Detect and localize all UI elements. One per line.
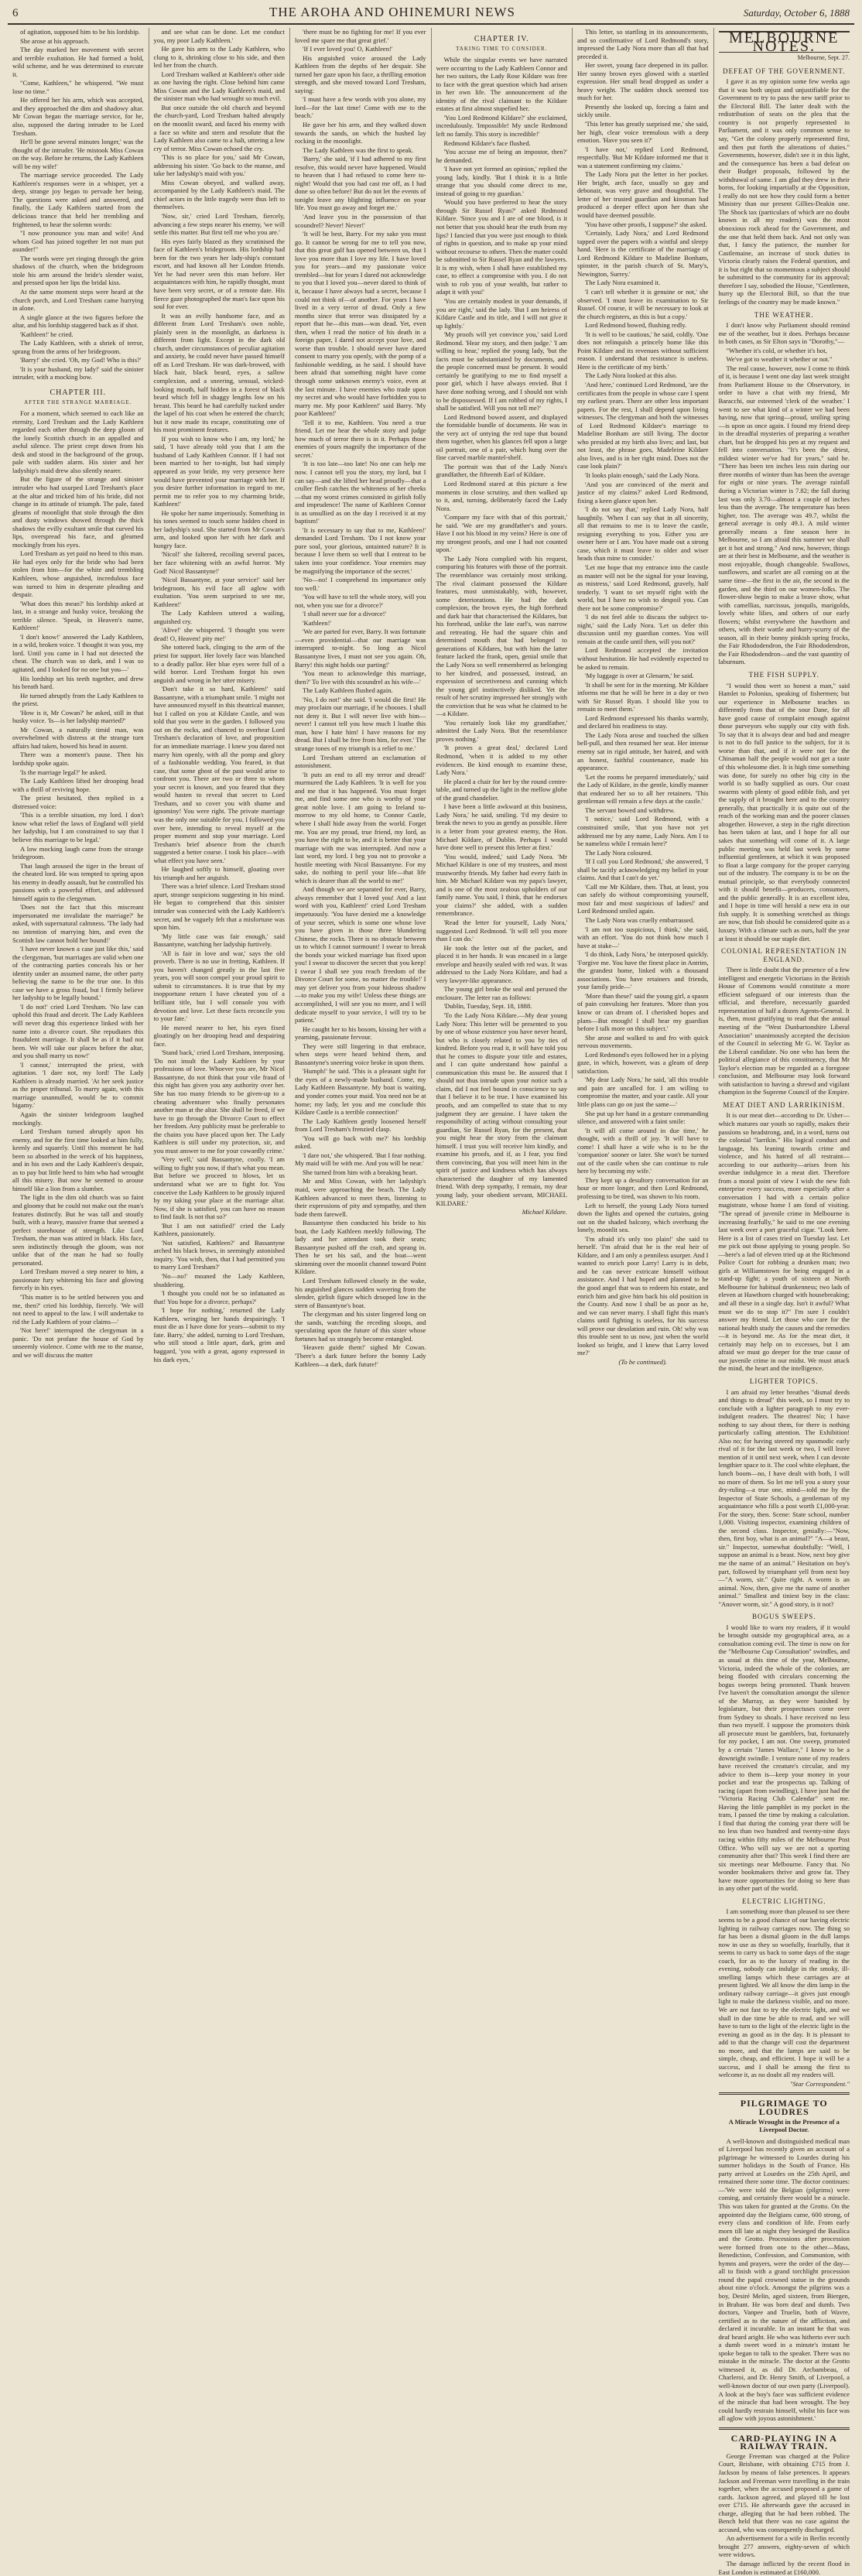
paragraph: The Lady Kathleen was the first to speak. bbox=[303, 145, 414, 154]
paragraph: 'Alive!' she whispered. 'I thought you were dead! O, Heaven! pity me!' bbox=[153, 626, 285, 642]
paragraph: 'All is fair in love and war,' says the old proverb. There is no use in fretting, Kathleen. If you haven't changed greatly in the last five years, you will soon compel your proud spirit to submit to circumstances. It is true that by my inopportune return I have cheated you of a brilliant title, but I will console you with devotion and love. Let these facts reconcile you to your fate.' bbox=[153, 949, 285, 1023]
paragraph: 'My luggage is over at Glenarm,' he said. bbox=[585, 672, 694, 680]
paragraph: Lord Tresham moved a step nearer to him, a passionate fury whitening his face and glowing fiercely in his eyes. bbox=[12, 1267, 144, 1292]
paragraph: 'Not satisfied, Kathleen?' and Bassantyne arched his black brows, in seemingly astonished inquiry. 'You wish, then, that I had permitted you to marry Lord Tresham?' bbox=[153, 1238, 285, 1271]
column-4 bbox=[432, 28, 573, 1216]
paragraph: 'Nicol Bassantyne, at your service!' said her bridegroom, his evil face all aglow with exultation. 'You seem surprised to see me, Kathleen!' bbox=[153, 576, 285, 608]
section-heading: MEAT DIET AND LARRIKINISM. bbox=[723, 1100, 846, 1109]
paragraph: 'Dublin, Tuesday, Sept. 18, 1888. bbox=[443, 1002, 532, 1011]
paragraph: 'I dare not,' she whispered. 'But I fear nothing. My maid will be with me. And you will be near.' bbox=[295, 1151, 426, 1168]
paragraph: 'This is no place for you,' said Mr Cowan, addressing his sister. 'Go back to the manse, and take her ladyship's maid with you.' bbox=[153, 153, 285, 178]
paragraph: 'I have not,' replied Lord Redmond, respectfully. 'But Mr Kildare informed me that it was a statement confirming my claims.' bbox=[577, 145, 709, 169]
paragraph: 'Nicol!' she faltered, recoiling several paces, her face whitening with an awful horror. 'My God! Nicol Bassantyne!' bbox=[153, 550, 285, 575]
paragraph: A single glance at the two figures before the altar, and his lordship staggered back as if shot. bbox=[12, 313, 144, 330]
paragraph: The Lady Nora complied with his request, comparing his features with those of the portrait. The resemblance was certainly most striking. The rival claimant possessed the Kildare features, most unmistakably, with, however, some deteriorations. He had the dark complexion, the brown eyes, the high forehead and dark hair that characterised the Kildares, but his forehead, unlike the late earl's, was narrow and retreating. He had the square chin and determined mouth that had belonged to generations of Kildares, but with him the latter feature lacked the frank, open, genial smile that the Lady Nora so well remembered as belonging to her kindred, and possessed, instead, an expression of secretiveness and cunning which the young girl instinctively disliked. Yet the result of her scrutiny impressed her strongly with the conviction that he was what he claimed to be—a Kildare. bbox=[436, 554, 567, 718]
paragraph: 'I'm afraid it's only too plain!' she said to herself. 'I'm afraid that he is the real heir of Kildare, and I am only a penniless usurper. And I wanted to enrich poor Larry! Larry is in debt, and he can never extricate himself without assistance. And I had hoped and planned to be the good angel that was to redeem his estate, and enrich him and give him back his old position in the County. And now I shall be as poor as he, and we can never marry. I shall fight this man's claims until fighting is useless, for his success will prove our desolation and ruin. Oh! why was this trouble sent to us now, just when the world looked so bright, and I knew that Larry loved me?' bbox=[577, 1234, 709, 1357]
chapter-heading: CHAPTER IV. bbox=[474, 35, 529, 43]
paragraph: His anguished voice aroused the Lady Kathleen from the depths of her despair. She turned her gaze upon his face, a thrilling emotion strength, and she moved toward Lord Tresham, saying: bbox=[295, 53, 426, 94]
paragraph: They kept up a desultory conversation for an hour or more longer, and then Lord Redmond, professing to be tired, was shown to his room. bbox=[577, 1175, 709, 1201]
paragraph: 'I have never known a case just like this,' said the clergyman, 'but marriages are valid when one of the contracting parties conceals his or her identity under an assumed name, the other party believing the name to be the true one. In this case we have a gross fraud, but I firmly believe her ladyship to be legally bound.' bbox=[12, 945, 144, 1002]
paragraph: He gave her his arm, and they walked down towards the sands, on which the hushed lay rocking in the moonlight. bbox=[295, 121, 426, 145]
paragraph: 'I can't tell whether it is genuine or not,' she observed. 'I must leave its examination to Sir Russel. Of course, it will be necessary to look at the church registers, as this is but a copy.' bbox=[577, 287, 709, 320]
paragraph: Lord Redmond expressed his thanks warmly, and declared his readiness to stay. bbox=[577, 713, 709, 730]
paragraph: 'And you are convinced of the merit and justice of my claims?' asked Lord Redmond, fixing a keen glance upon her. bbox=[577, 480, 709, 505]
paragraph: He'll be gone several minutes longer,' was the thought of the intruder. 'He mistook Miss Cowan on the way. Before he returns, the Lady Kathleen will be my wife!' bbox=[12, 138, 144, 170]
paragraph: 'Does not the fact that this miscreant impersonated me invalidate the marriage?' he asked, with supernatural calmness. 'The lady had no intention of marrying him, and even the Scottish law cannot hold her bound!' bbox=[12, 903, 144, 944]
paragraph: 'Call me Mr Kildare, then. That, at least, you can safely do without compromising yourself, most fair and most suspicious of ladies!' and Lord Redmond smiled again. bbox=[577, 882, 709, 915]
paragraph: The priest hesitated, then replied in a distressed voice: bbox=[12, 794, 144, 810]
paragraph: The Lady Nora looked at this also. bbox=[585, 371, 678, 380]
paragraph: Lord Tresham walked at Kathleen's other side as one having the right. Close behind him came Miss Cowan and the Lady Kathleen's maid, and the sinister man who had wrought so much evil. bbox=[153, 70, 285, 103]
paragraph: 'I shall never sue for a divorce!' bbox=[303, 610, 387, 618]
paragraph: He laughed softly to himself, gloating over his triumph and her anguish. bbox=[153, 865, 285, 881]
paragraph: 'Kathleen!' bbox=[303, 618, 331, 627]
paragraph: The Lady Kathleen, with a shriek of terror, sprang from the arms of her bridegroom. bbox=[12, 339, 144, 355]
paragraph: 'It is well to be cautious,' he said, coldly. 'One does not relinquish a princely home like this Point Kildare and its revenues without sufficient reason. I understand that resistance is useless. Here is the certificate of my birth.' bbox=[577, 330, 709, 371]
paragraph: 'It shall be sent for in the morning. Mr Kildare informs me that he will be here in a day or two with Sir Russel Ryan. I should like you to remain to meet them.' bbox=[577, 680, 709, 713]
paragraph: The Lady Kathleen lifted her drooping head with a thrill of reviving hope. bbox=[12, 777, 144, 793]
columns bbox=[8, 28, 854, 2576]
paragraph: "I would thou wert so honest a man," said Hamlet to Polonius, speaking of fishermen; but our experience in Melbourne teaches us differently from that of the sour Dane, for all have good cause of complaint enough against those purveyors who supply our city with fish. To say that it is always dear and bad and meagre is not to do full justice to the subject, for it is worse than that, and if it were not for the Chinaman half the people would not get a taste of this wholesome diet. It is high time something was done, for surely no other big city in the world is so badly supplied as ours. Our coast swarms with plenty of good edible fish, and yet the supply of it brought here and to the country generally, that practically it is quite out of the reach of the working man and the poorer classes altogether. However, a step in the right direction has been taken at last, and I hope for all our sakes that something will come of it. A large public meeting was held last week by some influential gentlemen, at which it was proposed to float a large company for the proper carrying out of the industry. The company is to be on the mutual principle, so that everybody connected with it should benefit—producers, consumers, and the public generally. It is an excellent idea, and I hope in time will herald a new era in our fish supply. It is something wretched as things are now, that fish should be considered quite as a luxury. With a climate such as ours, half the year at least it should be our staple diet. bbox=[718, 681, 850, 942]
paragraph: 'No—no!' moaned the Lady Kathleen, shuddering. bbox=[153, 1272, 285, 1288]
paragraph: An advertisement for a wife in Berlin recently brought 277 answers, eighty-seven of which were widows. bbox=[718, 2534, 850, 2559]
paragraph: He gave his arm to the Lady Kathleen, who clung to it, shrinking close to his side, and then led her from the church. bbox=[153, 45, 285, 70]
paragraph: 'It puts an end to all my terror and dread!' murmured the Lady Kathleen. 'It is well for you and me that it has happened. You must forget me, and find some one who is worthy of your great noble love. I am going to Ireland to-morrow to my old home, to Connor Castle, where I shall hide away from the world. Forget me. You are my proud, true friend, my lord, as you have the right to be, and it is better that your marriage with me was interrupted. And now a last word, my lord. I beg you not to provoke a hostile meeting with Nicol Bassantyne. For my sake, do nothing to peril your life—that life which is dearer than all the world to me!' bbox=[295, 770, 426, 884]
paragraph: 'Stand back,' cried Lord Tresham, interposing. 'Do not insult the Lady Kathleen by your professions of love. Whoever you are, Mr Nicol Bassantyne, do not think that your vile fraud of this night has given you any authority over her. She has too many friends to be given-up to a cheating adventurer who finally personates another man at the altar. She shall be freed, if we have to go through the Divorce Court to effect her freedom. Any publicity must be preferable to the chains you have placed upon her. The Lady Kathleen is still under my protection, sir, and you must answer to me for your cowardly crime.' bbox=[153, 1049, 285, 1155]
paragraph: 'This matter is to be settled between you and me, then?' cried his lordship, fiercely. 'We will not need to appeal to the law. I will undertake to rid the Lady Kathleen of your claims—' bbox=[12, 1293, 144, 1326]
paragraph: 'And here,' continued Lord Redmond, 'are the certificates from the people in whose care I spent my earliest years. There are other less important papers. For the rest, I shall depend upon living witnesses. The clergyman and both the witnesses of Lord Redmond Kildare's marriage to Madeline Bonham are still living. The doctor who presided at my birth also lives; and last, but not least, the phrase goes, Madeleine Kildare also lives, and is in her right mind. Does not the case look plain?' bbox=[577, 380, 709, 470]
paragraph: 'If I call you Lord Redmond,' she answered, 'I shall be tacitly acknowledging my belief in your claims. And that I can't do yet.' bbox=[577, 857, 709, 882]
paragraph: He turned abruptly from the Lady Kathleen to the priest. bbox=[12, 691, 144, 708]
chapter-subtitle: TAKING TIME TO CONSIDER. bbox=[456, 45, 548, 52]
paragraph: 'I do not feel able to discuss the subject to-night,' said the Lady Nora. 'Let us defer this discussion until my guardian comes. You will remain at the castle until then, will you not?' bbox=[577, 613, 709, 645]
paragraph: Lord Redmond's eyes followed her in a plying gaze, in which, however, was a gleam of deep satisfaction. bbox=[577, 1050, 709, 1075]
paragraph: The portrait was that of the Lady Nora's grandfather, the fifteenth Earl of Kildare. bbox=[436, 462, 567, 479]
paragraph: That laugh aroused the tiger in the breast of the cheated lord. He was tempted to spring upon his enemy in deadly assault, but he controlled his passions with a powerful effort, and addressed himself again to the clergyman. bbox=[12, 861, 144, 902]
paragraph: 'No, I do not!' she said. 'I would die first! He may proclaim our marriage, if he chooses. I shall not deny it. But I will never live with him—never! I cannot tell you how much I loathe this man, how I hate him! I have reasons for my dread. But I shall be free from him, for ever.' The strange tones of my triumph is a relief to me.' bbox=[295, 695, 426, 753]
paragraph: 'Not here!' interrupted the clergyman in a panic. 'Do not profane the house of God by unseemly violence. Come with me to the manse, and we will discuss the matter bbox=[12, 1326, 144, 1359]
to-be-continued: (To be continued). bbox=[618, 1357, 667, 1366]
paragraph: 'You are certainly modest in your demands, if you are right,' said the lady. 'But I am heiress of Kildare Castle and its title, and I will not give it up lightly.' bbox=[436, 296, 567, 330]
paragraph: She arose and walked to and fro with quick nervous movements. bbox=[577, 1033, 709, 1050]
paragraph: The damage inflicted by the recent flood in East London is estimated at £160,000. bbox=[718, 2559, 850, 2576]
paragraph: and see what can be done. Let me conduct you, my poor Lady Kathleen.' bbox=[153, 28, 285, 44]
paragraph: 'I notice,' said Lord Redmond, with a constrained smile, 'that you have not yet addressed me by any name, Lady Nora. Am I to be nameless while I remain here?' bbox=[577, 815, 709, 848]
paragraph: Mr and Miss Cowan, with her ladyship's maid, were approaching the beach. The Lady Kathleen advanced to meet them, listening to their expressions of pity and sympathy, and then bade them farewell. bbox=[295, 1177, 426, 1218]
paragraph: The day marked her movement with secret and terrible exultation. He had formed a bold, wild scheme, and he was determined to execute it. bbox=[12, 46, 144, 78]
paragraph: 'Read the letter for yourself, Lady Nora,' suggested Lord Redmond. 'It will tell you more than I can do.' bbox=[436, 918, 567, 943]
paragraph: She tottered back, clinging to the arm of the priest for support. Her lovely face was blanched to a deadly pallor. Her blue eyes were full of a wild horror. Lord Tresham forgot his own anguish and wrong in her utter misery. bbox=[153, 643, 285, 684]
paragraph: "I now pronounce you man and wife! And whom God has joined together let not man put asunder!" bbox=[12, 229, 144, 254]
paragraph: I don't know why Parliament should remind me of the weather, but it does. Perhaps because in both cases, as Sir Elton says in "Dorothy,"— bbox=[718, 321, 850, 346]
paragraph: But the figure of the strange and sinister intruder who had usurped Lord Tresham's place at the altar and tricked him of his bride, did not change in its attitude of triumph. The pale, fated gleams of moonlight that stole through the dim and dusty windows showed through the thick shadows the evilly exultant smile that curved his lips, overspread his face, and gleamed mockingly from his eyes. bbox=[12, 475, 144, 549]
column-3 bbox=[290, 28, 432, 1368]
article-title: PILGRIMAGE TO LOUDRES bbox=[740, 2098, 828, 2117]
paragraph: Mr Cowan, a naturally timid man, was overwhelmed with distress at the strange turn affairs had taken, bowed his head in assent. bbox=[12, 725, 144, 750]
paragraph: 'I have not yet formed an opinion,' replied the young lady, kindly. 'But I think it is a little strange that you should come direct to me, instead of going to my guardian.' bbox=[436, 165, 567, 197]
column-2 bbox=[149, 28, 291, 1363]
paragraph: There is little doubt that the presence of a few intelligent and energetic Victorians in the British House of Commons would constitute a more efficient safeguard of our interests than the official, and therefore, necessarily guarded representation of half a dozen Agents-General. It is, then, most gratifying to read that the annual meeting of the "West Dunbartonshire Liberal Association" unanimously accepted the decision of the Council in selecting Mr G. W. Taylor as the Liberal candidate. No one who has been the political allegiance of this constituency, that Mr Taylor's election may be regarded as a foregone conclusion, and Melbourne may look forward with satisfaction to having a shrewd and vigilant champion in the Supreme Council of the Empire. bbox=[718, 966, 850, 1096]
paragraph: 'More than these!' said the young girl, a spasm of pain convulsing her features. 'More than you know or can dream of. I cherished hopes and plans—But enough! I shall hear my guardian before I talk more on this subject.' bbox=[577, 991, 709, 1033]
divider bbox=[719, 2427, 850, 2430]
paragraph: It was an evilly handsome face, and as different from Lord Tresham's own noble, plainly seen in the moonlight, as darkness is different from light. Except in the dark old church, under circumstances of peculiar agitation and anxiety, he could never have passed himself off as Lord Tresham. He was dark-browed, with black hair, black beard, eyes, a sallow complexion, and a sneering, sensual, wicked-looking mouth, half hidden in a forest of black beard which fell in shaggy lengths low on his breast. This beard he had carefully tucked under the lapel of his coat when he entered the church; but it now made its escape, constituting one of his most prominent features. bbox=[153, 311, 285, 434]
signature: "Star Correspondent." bbox=[789, 2079, 850, 2088]
paragraph: He placed a chair for her by the round centre-table, and turned up the light in the mellow globe of the grand chandelier. bbox=[436, 777, 567, 802]
paragraph: Presently she looked up, forcing a faint and sickly smile. bbox=[577, 102, 709, 119]
article-title: CARD-PLAYING IN A RAILWAY TRAIN. bbox=[730, 2432, 837, 2452]
paragraph: 'How is it, Mr Cowan?' he asked, still in that husky voice. 'Is—is her ladyship married?' bbox=[12, 708, 144, 725]
paragraph: 'I must have a few words with you alone, my lord—for the last time! Come with me to the beach.' bbox=[295, 95, 426, 120]
paragraph: I gave it as my opinion some few weeks ago that it was both unjust and unjustifiable for the Government to try to pass the new tariff prior to the Electoral Bill. The latter dealt with the redistribution of seats on the plea that the country is not properly represented in Parliament, and it was only common sense to say, "Get the colony properly represented first, and then put forth the alterations of duties." Governments, however, didn't see it in this light, and the consequence has been a bad defeat on their Budget proposals, followed by the withdrawal of same. I am glad they drew in their horns, for looking impartially at the Opposition, I really do not see how they could form a better Ministry than our present Gillies-Deakin one. The Shock tax (particulars of which are no doubt known in all my readers) was the most obnoxious rock ahead for the Government, and the one that held them back. And not only was that, I fancy the patience, the number for Castlemaine, an increase of stock duties in Victoria clearly raises the Federal question, and it is but right that so momentous a subject should be submitted to the community for its approval; therefore I say, sobodied the House, "Gentlemen, hurry up the Electoral Bill, so that the true feelings of the country may be made known." bbox=[718, 77, 850, 306]
paragraph: 'Barry,' she said, 'if I had adhered to my first resolve, this would never have happened. Would to heaven that I had refused to come here to-night! Would that you had cast me off, as I had done so often before! But do not let the events of tonight leave any blighting influence on your life. You must go away and forget me.' bbox=[295, 155, 426, 212]
paragraph: 'Compare my face with that of this portrait,' he said. 'We are my grandfather's and yours. Have I not his blood in my veins? Here is one of my strongest proofs, and one I had not counted upon.' bbox=[436, 513, 567, 554]
paragraph: I am afraid my letter breathes "dismal deeds and things to dread" this week, so I must try to conclude with a lighter paragraph to my ever-indulgent readers. The theatres! No; I have nothing to say about them, for there is nothing particularly calling attention. The Exhibition! Also no; for having steered my spasmodic early rival of it for the last week or two, I will leave mention of it until next week, when I can devote lengthier space to it. The cool white elephant, the lunch boom—no, I have dealt with both, I will no more of them. So let me tell you a story your dry-ruling—a true one, mind—told me by the Inspector of State Schools, a gentleman of my acquaintance who fills a post worth £1,000-year. For the story, then. Scene: State school, number 1,000. Visiting inspector, examining children of the second class. Inspector, genially:—"Now, then, first boy, what is an animal?" "A—a beast, sir." Inspector, somewhat doubtfully: "Well, I suppose an animal is a beast. Now, next boy give me the name of an animal." Hesitation on boy's part, followed by triumphant yell from next boy—"A worm, sir." Quite right. A worm is an animal. Now, then, give me the name of another animal." Smallest and tiniest boy in the class: "Anover worm, sir." A good story, is it not? bbox=[718, 1387, 850, 1608]
paragraph: 'This is a terrible situation, my lord. I don't know what relief the laws of England will yield her ladyship, but I am constrained to say that I believe this marriage to be legal.' bbox=[12, 811, 144, 843]
paragraph: 'My dear Lady Nora,' he said, 'all this trouble and pain are uncalled for. I am willing to compromise the matter, and your castle. All your little plans can go on just the same—' bbox=[577, 1076, 709, 1108]
paragraph: 'I don't know!' answered the Lady Kathleen, in a wild, broken voice. 'I thought it was you, my lord. Until you came in I had not detected the cheat. The church was so dark, and I was so agitated, and I looked for no one but you—' bbox=[12, 632, 144, 674]
paragraph: He offered her his arm, which was accepted, and they approached the dim and shadowy altar. Mr Cowan began the marriage service, for he, also, supposed the daring intruder to be Lord Tresham. bbox=[12, 96, 144, 137]
paragraph: It is our meat diet—according to Dr. Usher—which matures our youth so rapidly, makes their passions so headstrong, and, in a word, turns out the colonial "larrikin." His logical conduct and language, his leaning towards crime and violence, and his hatred of all restraint—according to our authority—arises from his overdue indulgence in a meat diet. Therefore from a moral point of view I wish the new fish enterprise every success, more especially after a conversation I had with a certain police magistrate, whose home I am fond of visiting. "The spread of juvenile crime in Melbourne is increasing fearfully," he said to me one evening last week over a port graceful cigar. "Look here. Here is a list of cases tried on Tuesday last. Let me pick out those applying to young people. So—here's a lad of eleven tried up at the Richmond Police Court for robbing a drunken man; two girls at Williamstown for being engaged in a stand-up fight; a youth of sixteen at North Melbourne for habitual drunkenness; two lads of eleven at Hawthorn charged with housebreaking; and all these in a single day. Isn't it awful? What must we do to stop it?" I'm sure I couldn't answer my friend. Let those who care for the national health study the causes and the remedies—it is beyond me. As for the meat diet, it certainly may help on to excesses, but I am afraid we must go deeper for the true cause of our juvenile crime in our midst. We must attack the mind, the heart and the intelligence. bbox=[718, 1111, 850, 1373]
paragraph: Lord Tresham uttered an exclamation of astonishment. bbox=[295, 753, 426, 770]
paragraph: 'Very well,' said Bassantyne, coolly. 'I am willing to fight you now, if that's what you mean. But before we proceed to blows, let us understand what we are to fight for. You conceive the Lady Kathleen to be grossly injured by my taking your place at the marriage altar. Now, if she is satisfied, you can have no reason to find fault. Is not that so?' bbox=[153, 1155, 285, 1221]
paragraph: 'It will all come around in due time,' he thought, with a thrill of joy. 'It will have to come! I shall have a wife who is to be the 'companion' sooner or later. She won't be turned out of the castle when she can continue to rule here by becoming my wife.' bbox=[577, 1126, 709, 1175]
paragraph: If you wish to know who I am, my lord,' he said, 'I have already told you that I am the husband of Lady Kathleen Connor. If I had not been married to her to-night, but had simply appeared as your bride, my very presence here would have prevented your marriage with her. If you desire further information in regard to me, permit me to refer you to my charming bride, Kathleen!' bbox=[153, 434, 285, 508]
column-1 bbox=[8, 28, 149, 1359]
paragraph: 'It is too late—too late! No one can help me now. I cannot tell you the story, my lord, but I can say—and she lifted her head proudly—that a cruller flesh catches the whiteness of her cheeks—that my worst crimes consisted in girlish folly and imprudence! The name of Kathleen Connor is as unsullied as on the day I received it at my baptism!' bbox=[295, 460, 426, 525]
paragraph: The young girl broke the seal and perused the enclosure. The letter ran as follows: bbox=[436, 985, 567, 1001]
paragraph: 'You will have to tell the whole story, will you not, when you sue for a divorce?' bbox=[295, 593, 426, 609]
paragraph: 'It proves a great deal,' declared Lord Redmond, 'when it is added to my other evidences. Be kind enough to examine these, Lady Nora.' bbox=[436, 744, 567, 777]
paragraph: There was a moment's pause. Then his lordship spoke again. bbox=[12, 751, 144, 768]
chapter-heading: CHAPTER III. bbox=[50, 388, 107, 397]
paragraph: This letter, so startling in its announcements, and so confirmative of Lord Redmond's story, impressed the Lady Nora more than all that had preceded it. bbox=[577, 28, 709, 60]
paragraph: The Lady Nora put the letter in her pocket. Her bright, arch face, usually so gay and debonair, was very grave and thoughtful. The letter of her trusted guardian and kinsman had produced a deeper effect upon her than she would have deemed possible. bbox=[577, 170, 709, 220]
paragraph: 'We are parted for ever, Barry. It was fortunate—even providential—that our marriage was interrupted to-night. So long as Nicol Bassantyne lives, I must not see you again. Oh, Barry! this night holds our parting!' bbox=[295, 628, 426, 669]
paragraph: They were still lingering in that embrace, when steps were heard behind them, and Bassantyne's sneering voice broke in upon them. bbox=[295, 1042, 426, 1066]
paragraph: 'But I am not satisfied!' cried the Lady Kathleen, passionately. bbox=[153, 1221, 285, 1238]
paragraph: 'Humph!' he said. 'This is a pleasant sight for the eyes of a newly-made husband. Come, my Lady Kathleen Bassantyne. My boat is waiting, and yonder comes your maid. You need not be at home; my lady, let you and me conclude this Kildare Castle is a terrible connection!' bbox=[295, 1067, 426, 1117]
paragraph: 'It is necessary to say that to me, Kathleen!' demanded Lord Tresham. 'Do I not know your pure soul, your glorious, untainted nature? It is because I love them so well that I entreat to be taken into your confidence. Your enemies may be magnifying the importance of the secret.' bbox=[295, 525, 426, 575]
masthead bbox=[8, 5, 854, 25]
paragraph: 'Don't take it so hard, Kathleen!' said Bassantyne, with a triumphant smile. 'I might not have announced myself in this theatrical manner, but I called on you at Kildare Castle, and was told that you were in the garden. I followed you out on the rocks, and chanced to overhear Lord Tresham's declaration of love, and proposition for an immediate marriage. I knew you dared not marry him openly, with all the pomp and glory of a fashionable wedding. You feared, in that case, that some ghost of the past would arise to confront you. There are two or three to whom your secret is known, and you feared that they would hasten to reveal that secret to Lord Tresham, and so cover you with shame and ignominy! You were right. The private marriage was the only one suitable for you. I followed you over here, intending to reveal myself at the proper moment and stop your marriage. Lord Tresham's brief absence from the church suggested a better course. I took his place—with what effect you have seen.' bbox=[153, 685, 285, 864]
paragraph: At the same moment steps were heard at the church porch, and Lord Tresham came hurrying in alone. bbox=[12, 287, 144, 313]
paragraph: 'Barry!' she cried. 'Oh, my God! Who is this?' bbox=[20, 356, 142, 364]
paragraph: The real cause, however, now I come to think of it, is because I went one day last week straight from Parliament House to the Observatory, in order to have a chat with my friend, Mr Baracchi, our esteemed 'clerk of the weather.' I went to see what kind of a winter we had been having, now that spring—proud, smiling spring—is upon us once again. I found my friend deep in the dreadful mysteries of preparing a weather chart, but he dropped his pen at my request and fell into conversation. "It's been the driest, mildest winter we've had for years," said he. "There has been ten inches less rain during our three months of winter than has been the average for eight or nine years. The average rainfall during a Victorian winter is 7.82; the fall during last was only 3.70—almost a couple of inches less than the average. The temperature has been higher, too. The average was 49.7, whilst the general average is only 49.1. A mild winter generally means a fine season here in Melbourne, so I am afraid this summer we shall get it hot and strong." And now, however, things are at their best in Melbourne, and the weather is most enjoyable, though changeable. Swallows, sunflowers, and scarlet are all coming on at the same time—the first in the air, the second in the garden, and the third on our women-folks. The flower-show begin to make a brave show, what with camellias, narcissus, jonquils, marigolds, lovely white lilies, and others of our early flowers; whilst everywhere the hawthorn and others, with their wattle and hurry-scurry of the season, all in their bonny pinkish spring frocks, the Fair Rhododendron, the Fair Rhododendron, the Fair Rhododendron—and the vast quantity of laburnum. bbox=[718, 364, 850, 666]
paragraph: The servant bowed and withdrew. bbox=[585, 806, 676, 814]
paragraph: 'You Lord Redmond Kildare?' she exclaimed, incredulously. 'Impossible! My uncle Redmond left no family. This story is incredible!' bbox=[436, 113, 567, 139]
section-heading: DEFEAT OF THE GOVERNMENT. bbox=[722, 67, 846, 75]
paragraph: Bassantyne then conducted his bride to his boat, the Lady Kathleen meekly following. The lady and her attendant took their seats; Bassantyne pushed off the craft, and sprang in. Then he set his sail, and the boat—went skimming over the moonlit channel toward Point Kildare. bbox=[295, 1219, 426, 1276]
article-title: MELBOURNE NOTES. bbox=[719, 31, 850, 53]
paragraph: The Lady Kathleen flushed again. bbox=[303, 686, 393, 695]
paragraph: 'If I ever loved you! O, Kathleen!' bbox=[303, 45, 393, 53]
paragraph: Lord Tresham followed closely in the wake, his anguished glances sudden wavering from the slender, girlish figure which drooped low in the stern of Bassantyne's boat. bbox=[295, 1277, 426, 1309]
page-number: 6 bbox=[12, 7, 19, 19]
paragraph: Left to herself, the young Lady Nora turned down the lights and opened the curtains, going out on the shaded balcony, which overhung the lonely, moonlit sea. bbox=[577, 1201, 709, 1234]
paragraph: 'Let the rooms be prepared immediately,' said the Lady of Kildare, in the gentle, kindly manner that endeared her so to all her retainers. 'This gentleman will remain a few days at the castle.' bbox=[577, 772, 709, 806]
section-heading: ELECTRIC LIGHTING. bbox=[742, 1897, 826, 1905]
paragraph: 'You would, indeed,' said Lady Nora. 'Mr Michael Kildare is one of my trustees, and most trustworthy friends. My father had every faith in him. Mr Michael Kildare was my papa's lawyer, and is one of the most zealous upholders of our family name. You said, I think, that he endorses your claims?' she added, with a sudden remembrance. bbox=[436, 852, 567, 918]
paragraph: The Lady Nora examined it. bbox=[585, 279, 661, 287]
paragraph: 'No—no! I comprehend its importance only too well.' bbox=[295, 576, 426, 592]
paragraph: The marriage service proceeded. The Lady Kathleen's responses were in a whisper, yet a deep, strange joy began to pervade her being. The questions were asked and answered, and finally, the Lady Kathleen started from the delicious trance that held her trembling and frightened, to hear the solemn words: bbox=[12, 171, 144, 228]
section-heading: THE WEATHER. bbox=[754, 310, 814, 319]
newspaper-title: THE AROHA AND OHINEMURI NEWS bbox=[269, 5, 515, 19]
section-heading: BOGUS SWEEPS. bbox=[751, 1613, 816, 1621]
paragraph: He spoke her name imperiously. Something in his tones seemed to touch some hidden chord in her ladyship's soul. She started from Mr Cowan's arm, and looked upon her with her dark and hungry face. bbox=[153, 508, 285, 549]
paragraph: But once outside the old church and beyond the church-yard, Lord Tresham halted abruptly on the moonlit sward, and faced his enemy with a face so white and stern and resolute that the Lady Kathleen also came to a halt, uttering a low cry of terror. Miss Cowan echoed the cry. bbox=[153, 103, 285, 152]
paragraph: 'What does this mean?' his lordship asked at last, in a strange and husky voice, breaking the terrible silence. 'Speak, in Heaven's name, Kathleen!' bbox=[12, 599, 144, 632]
paragraph: The light in the dim old church was so faint and gloomy that he could not make out the man's features distinctly. But he was tall and stoutly built, with a heavy, massive frame that seemed a perfect storehouse of strength. Like Lord Tresham, the man was attired in black. His face, seen indistinctly through the gloom, was not unlike that of the man he had so foully personated. bbox=[12, 1193, 144, 1267]
paragraph: 'I do think, Lady Nora,' he interposed quickly. 'Forgive me. You have the finest place in Antrim, the grandest home, linked with a thousand associations. You have retainers and friends, your family pride—' bbox=[577, 950, 709, 991]
section-heading: COLONIAL REPRESENTATION IN ENGLAND. bbox=[721, 947, 847, 963]
section-heading: LIGHTER TOPICS. bbox=[749, 1377, 819, 1385]
paragraph: His eyes fairly blazed as they scrutinised the face of Kathleen's bridegroom. His lordship had been for the two years her lady-ship's constant escort, and had known all her London friends. Yet he had never seen this man before. Her acquaintances with him, he rapidly thought, must have been very secret, or of a remote date. His fierce gaze photographed the man's face upon his soul for ever. bbox=[153, 237, 285, 311]
divider bbox=[719, 2092, 850, 2095]
paragraph: Lord Redmond stared at this picture a few moments in close scrutiny, and then walked up to it, and, turning, deliberately faced the Lady Nora. bbox=[436, 479, 567, 512]
paragraph: She turned from him with a breaking heart. bbox=[303, 1168, 418, 1176]
paragraph: His lordship set his teeth together, and drew his breath hard. bbox=[12, 674, 144, 691]
paragraph: I have been a little awkward at this business, Lady Nora,' he said, smiling. 'I'd my desire to break the news to you as gently as possible. Here is a letter from your greatest enemy, the Hon. Michael Kildare, of Dublin. Perhaps I would have done well to present this letter at first.' bbox=[436, 802, 567, 852]
paragraph: 'You certainly look like my grandfather,' admitted the Lady Nora. 'But the resemblance proves nothing.' bbox=[436, 718, 567, 743]
paragraph: 'Let me hope that my entrance into the castle as master will not be the signal for your leaving, as mistress,' said Lord Redmond, gravely, half tenderly. 'I want to set myself right with the world, but I have no wish to despoil you. Can there not be some compromise?' bbox=[577, 563, 709, 612]
paragraph: Lord Redmond accepted the invitation without hesitation. He had evidently expected to be asked to remain. bbox=[577, 646, 709, 671]
paragraph: She arose at his approach. bbox=[20, 36, 90, 45]
paragraph: The words were yet ringing through the grim shadows of the church, when the bridegroom stole his arm around the bride's slender waist, and pressed upon her lips the bridal kiss. bbox=[12, 254, 144, 287]
paragraph: 'Certainly, Lady Nora,' and Lord Redmond tapped over the papers with a wistful and sleepy hand. 'Here is the certificate of the marriage of Lord Redmond Kildare to Madeline Bonham, spinster, in the parish church of St. Mary's, Newington, Surrey.' bbox=[577, 229, 709, 278]
paragraph: The Lady Nora coloured. bbox=[585, 848, 652, 857]
paragraph: 'It looks plain enough,' said the Lady Nora. bbox=[585, 470, 700, 479]
paragraph: 'I hope for nothing,' returned the Lady Kathleen, wringing her hands despairingly. 'I must die as I have done for years—submit to my fate. Barry,' she added, turning to Lord Tresham, who still stood a little apart, dark, grim and haggard, 'you with a great, agony expressed in his dark eyes, ' bbox=[153, 1306, 285, 1363]
paragraph: There was a brief silence. Lord Tresham stood apart, strange suspicions suggesting in his mind. He began to comprehend that this sinister intruder was connected with the Lady Kathleen's secret, and he vaguely felt that a misfortune was upon him. bbox=[153, 882, 285, 932]
paragraph: 'And leave you in the possession of that scoundrel? Never! Never!' bbox=[295, 213, 426, 229]
paragraph: He moved nearer to her, his eyes fixed gloatingly on her drooping head and despairing face. bbox=[153, 1023, 285, 1048]
paragraph: Again the sinister bridegroom laughed mockingly. bbox=[12, 1110, 144, 1127]
paragraph: Lord Tresham turned abruptly upon his enemy, and for the first time looked at him fully, keenly and squarely. Until this moment he had been so absorbed in the wreck of his happiness, and in his own and the Lady Kathleen's despair, as to pay but little heed to him who had wrought all this misery. But now he seemed to arouse himself like a lion from a slumber. bbox=[12, 1127, 144, 1192]
paragraph: For a moment, which seemed to each like an eternity, Lord Tresham and the Lady Kathleen regarded each other through the deep gloom of the lonely Scottish church in an appalled and awful silence. The priest crept down from his desk and stood in the background of the group, pale with sudden alarm. His sister and her ladyship's maid drew also silently nearer. bbox=[12, 409, 144, 474]
paragraph: A well-known and distinguished medical man of Liverpool has recently given an account of a pilgrimage he witnessed to Lourdes during his summer holidays in the South of France. His party arrived at Lourdes on the 25th April, and remained there some time. The doctor continues:—'We were told the Belgian (pilgrims) were coming, and certainly there would be a miracle. This was taken for granted at the Grotto. On the appointed day the Belgians came, 600 strong, of every class and condition of life. From early morn till late at night they besieged the Basilica and the Grotto. Processions after procession were formed from one to the other—Mass, Benediction, Confession, and Communion, with hymns and prayers, were the order of the day—all to finish with a grand torchlight procession round the papal crowned statue in the grounds about nine o'clock. Amongst the pilgrims was a boy, Desiré Melin, aged sixteen, from Biergen, in Brabant. He was born deaf and dumb. Two doctors, Vanpee and Truelin, both of Wavre, certified as to the nature of the affliction, and declared it incurable. In an instant he that was deaf heard aright. He who was hitherto ever such a dumb sweet word in a minute's instant he spoke began to talk to the speaker. There was no mistake in the miracle. The doctor at the Grotto witnessed it, as did Dr. Arcbambeau, of Charleroi, and Dr. Henry Smith, of Liverpool, a well-known doctor of our own party (Liverpool). A look at the boy's face was sufficient evidence of the miracle that had been wrought. The boy could hardly restrain himself, whilst his face was all aglow with joyous astonishment.' bbox=[718, 2136, 850, 2423]
paragraph: Lord Redmond bowed assent, and displayed the formidable bundle of documents. He was in the very act of untying the red tape that bound them together, when his glances fell upon a large oil portrait, one of a pair, which hung over the fine carved marble mantel-shelf. bbox=[436, 412, 567, 462]
paragraph: Lord Tresham as yet paid no heed to this man. He had eyes only for the bride who had been stolen from him—for the white and trembling Kathleen, whose anguished, incredulous face was turned to him in desperate pleading and despair. bbox=[12, 549, 144, 599]
paragraph: 'Heaven guide them!' sighed Mr Cowan. 'There's a dark future before the bonny Lady Kathleen—a dark, dark future!' bbox=[295, 1343, 426, 1368]
paragraph: 'Now, sir,' cried Lord Tresham, fiercely, advancing a few steps nearer his enemy, 'we will settle this matter. But first tell me who you are.' bbox=[153, 212, 285, 237]
paragraph: I am something more than pleased to see there seems to be a good chance of our having electric lighting in railway carriages now. The thing so far has been a dismal gloom in the dull lamps now in use as they so woefully, fearfully, that it seems to carry us back to some days of the stage coach, for as to the luxury of reading in the evening, nobody can indulge in the smoky, ill-smelling lamps which these carriages are at present lighted. We all know the dim lamp in the ordinary railway carriage—it gives just enough light to make the darkness visible, and no more. We are not fast to try the electric light, and we shall in due time be able to read, and we will have to turn to the light of the electric light in the evening as good as in the day. It is pleasant to add to that the change will cost the department no more, and that the lamps are said to be simple, cheap, and efficient. I hope it will be a success, and I shall be among the first to welcome it, as no doubt all my readers will. bbox=[718, 1907, 850, 2079]
paragraph: Her sweet, young face deepened in its pallor. Her sunny brown eyes glowed with a startled expression. Her small head dropped as under a heavy weight. The sudden shock seemed too much for her. bbox=[577, 61, 709, 102]
paragraph: 'Tell it to me, Kathleen. You need a true friend. Let me hear the whole story and judge how much of terror there is in it. Perhaps those enemies of yours magnify the importance of the secret.' bbox=[295, 418, 426, 459]
column-6 bbox=[714, 28, 855, 2576]
paragraph: The Lady Kathleen uttered a wailing, anguished cry. bbox=[153, 609, 285, 625]
paragraph: A low mocking laugh came from the strange bridegroom. bbox=[12, 844, 144, 861]
column-5 bbox=[573, 28, 714, 1366]
paragraph: George Freeman was charged at the Police Court, Brisbane, with obtaining £715 from J. Jackson by means of false pretences. It appears Jackson and Freeman were travelling in the train together, when the accused proposed a game of cards. Jackson agreed, and played till he lost over £715. He afterwards gave the accused in charge, alleging that he had been robbed. The Bench held that there was no case against the accused, who was consequently discharged. bbox=[718, 2451, 850, 2533]
paragraph: We've got to weather it whether or not." bbox=[726, 355, 833, 364]
paragraph: 'You mean to acknowledge this marriage, then?' To live with this scoundrel as his wife—' bbox=[295, 669, 426, 686]
paragraph: The Lady Nora was cruelly embarrassed. bbox=[585, 915, 695, 924]
paragraph: 'I am not too suspicious, I think,' she said, with an effort. 'You do not think how much I have at stake—' bbox=[577, 925, 709, 949]
paragraph: 'My little case was fair enough,' said Bassantyne, watching her ladyship furtively. bbox=[153, 932, 285, 949]
section-heading: THE FISH SUPPLY. bbox=[748, 671, 819, 679]
paragraph: Miss Cowan obeyed, and walked away, accompanied by the Lady Kathleen's maid. The chief actors in the little tragedy were thus left to themselves. bbox=[153, 178, 285, 211]
dateline: Melbourne, Sept. 27. bbox=[797, 54, 850, 62]
paragraph: 'there must be no fighting for me! If you ever loved me spare me that great grief.' bbox=[295, 28, 426, 44]
paragraph: The Lady Nora arose and touched the silken bell-pull, and then resumed her seat. Her intense enemy sat in rigid attitude, her haired, and with an honest, faithful countenance, made his appearance. bbox=[577, 730, 709, 772]
article-deck: A Miracle Wrought in the Presence of a Liverpool Doctor. bbox=[728, 2117, 840, 2134]
paragraph: She put up her hand in a gesture commanding silence, and answered with a faint smile: bbox=[577, 1109, 709, 1126]
paragraph: of agitation, supposed him to be his lordship. bbox=[20, 28, 140, 36]
paragraph: Lord Redmond bowed, flushing redly. bbox=[585, 321, 687, 330]
paragraph: While the singular events we have narrated were occurring to the Lady Kathleen Connor and her two suitors, the Lady Rose Kildare was free to face with the great question which had arisen in her own life. The announcement of the identity of the rival claimant to the Kildare estates at first almost stupefied her. bbox=[436, 56, 567, 113]
paragraph: 'You will go back with me?' his lordship asked. bbox=[295, 1134, 426, 1151]
paragraph: 'You have other proofs, I suppose?' she asked. bbox=[585, 220, 707, 228]
paragraph: 'Kathleen!' he cried. bbox=[20, 330, 74, 338]
paragraph: 'You accuse me of being an impostor, then?' he demanded. bbox=[436, 148, 567, 164]
paragraph: 'It is your husband, my lady!' said the sinister intruder, with a mocking bow. bbox=[12, 364, 144, 381]
paragraph: "Whether it's cold, or whether it's hot, bbox=[726, 346, 827, 354]
paragraph: He took the letter out of the packet, and placed it in her hands. It was encased in a large envelope and heavily sealed with red wax. It was addressed to the Lady Nora Kildare, and had a very lawyer-like appearance. bbox=[436, 943, 567, 984]
paragraph: 'Is the marriage legal?' he asked. bbox=[20, 768, 107, 776]
paragraph: 'It will be best, Barry. For my sake you must go. It cannot be wrong for me to tell you now, that this great gulf has opened between us, that I love you more than I love my life. I have loved you for years—and my passionate voice trembled—but for years I dared not acknowledge to you that I loved you—never dared to think of it, because I have always had a secret, because I could not think of—of another. For years I have lived in a very terror of dread. Only a few months since that terror was dissipated by a report that he—this man—was dead. Yet, even then, when I read the notice of his death in a foreign paper, I dared not accept your love, and worse than trouble. I should never have dared consent to marry you openly, with the pomp of a fashionable wedding, as he said. I should have been afraid that something might have come through some unknown enemy's voice, even at the last minute. I have enemies who trade upon my secret and who would have forbidden you to marry me. My poor Kathleen!' said Barry. 'My poor Kathleen!' bbox=[295, 230, 426, 418]
signature: Michael Kildare. bbox=[522, 1208, 567, 1216]
paragraph: The clergyman and his sister lingered long on the sands, watching the receding sloops, and speculating upon the future of this sister whose fortunes had so strangely become entangled. bbox=[295, 1310, 426, 1343]
paragraph: The Lady Kathleen gently loosened herself from Lord Tresham's frenzied clasp. bbox=[295, 1117, 426, 1134]
chapter-subtitle: AFTER THE STRANGE MARRIAGE. bbox=[24, 399, 132, 405]
paragraph: "Come, Kathleen," he whispered. "We must lose no time." bbox=[12, 79, 144, 95]
paragraph: 'I thought you could not be so infatuated as that! You hope for a divorce, perhaps?' bbox=[153, 1289, 285, 1305]
paragraph: 'Would you have preferred to hear the story through Sir Russel Ryan?' asked Redmond Kildare. 'Since you and I are of one blood, is it not better that you should hear the truth from my lips? I fancied that you were just enough to think of rights in question, and to make up your mind without recourse to others. Then the matter could be submitted to Sir Russel Ryan and the lawyers. It is my wish, when I shall have established my case, to effect a compromise with you. I do not wish to rob you of your wealth, but rather to adapt it with you!' bbox=[436, 198, 567, 296]
paragraph: 'I cannot,' interrupted the priest, with agitation. 'I dare not, my lord! The Lady Kathleen is already married. 'At her seek justice as the proper tribunal. To marry again, with this marriage unannulled, would be to commit bigamy.' bbox=[12, 1060, 144, 1110]
paragraph: Redmond Kildare's face flushed. bbox=[443, 139, 531, 147]
paragraph: 'I do not!' cried Lord Tresham. 'No law can uphold this fraud and deceit. The Lady Kathleen will never drag this experience linked with her name into a divorce court. She repudiates this fraudulent marriage. It shall be as if it had not been. We will take our places before the altar, and you shall marry us now!' bbox=[12, 1002, 144, 1060]
paragraph: He caught her to his bosom, kissing her with a yearning, passionate fervour. bbox=[295, 1025, 426, 1042]
paragraph: 'To the Lady Nora Kildare.—My dear young Lady Nora: This letter will be presented to you by one of whose existence you have never heard, but who is closely related to you by ties of kindred. Before you read it, it will have told you that he comes to dispute your title and estates, and I can quite understand how painful a communication this must be. Be assured that I should not thus intrude upon your notice such a claim, did I not feel bound in conscience to say that I believe it to be true. I have examined his proofs, and am compelled to state that to my judgment they are genuine. I have taken the responsibility of acting without consulting your guardian, Sir Russel Ryan, for the present, that you might hear the story from the claimant himself. I trust you will receive him kindly, and examine his proofs, and if, as I fear, you find them convincing, that you will meet him in the spirit of justice and kindness which has always characterised the daughter of my lamented friend. With deep sympathy, I remain, my dear young lady, your obedient servant, MICHAEL KILDARE.' bbox=[436, 1011, 567, 1207]
paragraph: And though we are separated for ever, Barry, always remember that I loved you! And a last word with you, Kathleen!' cried Lord Tresham impetuously. 'You have denied me a knowledge of your secret, which is some one whose love you have given in those three blundering Chinese, the rocks. There is no obstacle between us to which I cannot surmount! I swear to break the bonds your wicked marriage has fixed upon you! I swear to discover the secret that you keep! I swear I shall see you reach freedom of the Divorce Court for some, no matter the trouble!' I may yet deliver you from your hideous shadow—to make you my wife! Unless these things are accomplished, I will see you no more, and I will dedicate myself to your service, I will try to be patient.' bbox=[295, 885, 426, 1025]
paragraph: I would like to warn my readers, if it would be brought outside my geographical area, as a consultation coming evil. The time is now on for the "Melbourne Cup Consultation" swindles, and as usual at this time of the year, Melbourne, Victoria, indeed the whole of the colonies, are being flooded with circulars concerning the bogus sweeps being promoted. Thank heaven I've haven't the consultation amongst the silence of the Murray, as they were banished by legislature, but their prospectuses come over from Sydney to shoals. I have received no less than two myself. I suppose the promoters think all prosecute must be gamblers, but, fortunately for my pocket, I am not. One sweep, promoted by a certain "James Wallace," I know to be a downright swindle. I venture none of my readers have received the creature's circular, and my advice to them is—keep your money in your pocket and tear the prospectus up. Talking of racing (apart from swindling), I have just had the "Victoria Racing Club Calendar" sent me. Having the little pamphlet in my pocket in the tram, I passed the time by making a calculation. I find that during the coming year there will be no less than two hundred and twenty-nine days racing within fifty miles of the Melbourne Post Office. Who will say we are not a sporting community after that? This week I find there are six meetings near Melbourne. Fancy that. No wonder bookmakers thrive and grow fat. They have more opportunities for doing so here than in any other part of the world. bbox=[718, 1623, 850, 1893]
paragraph: 'My proofs will yet convince you,' said Lord Redmond. 'Hear my story, and then judge.' 'I am willing to hear,' replied the young lady, 'but the facts must be substantiated by documents, and the people concerned must be present. It would certainly be gratifying to me to find myself a poor girl, which I have always envied. But I have done nothing wrong, and I should not wish to be dispossessed. If I am robbed of my rights, I shall be satisfied. Will you not tell me?' bbox=[436, 330, 567, 412]
issue-date: Saturday, October 6, 1888 bbox=[743, 7, 850, 19]
paragraph: 'This letter has greatly surprised me,' she said, her high, clear voice tremulous with a deep emotion. 'Have you seen it?' bbox=[577, 120, 709, 145]
paragraph: 'I do not say that,' replied Lady Nora, half haughtily. 'When I can say that in all sincerity, all that remains to me is to leave the castle, resigning everything to you. Either you are owner here or I am. You have made out a strong case, which it must leave to older and wiser heads than mine to consider.' bbox=[577, 505, 709, 563]
